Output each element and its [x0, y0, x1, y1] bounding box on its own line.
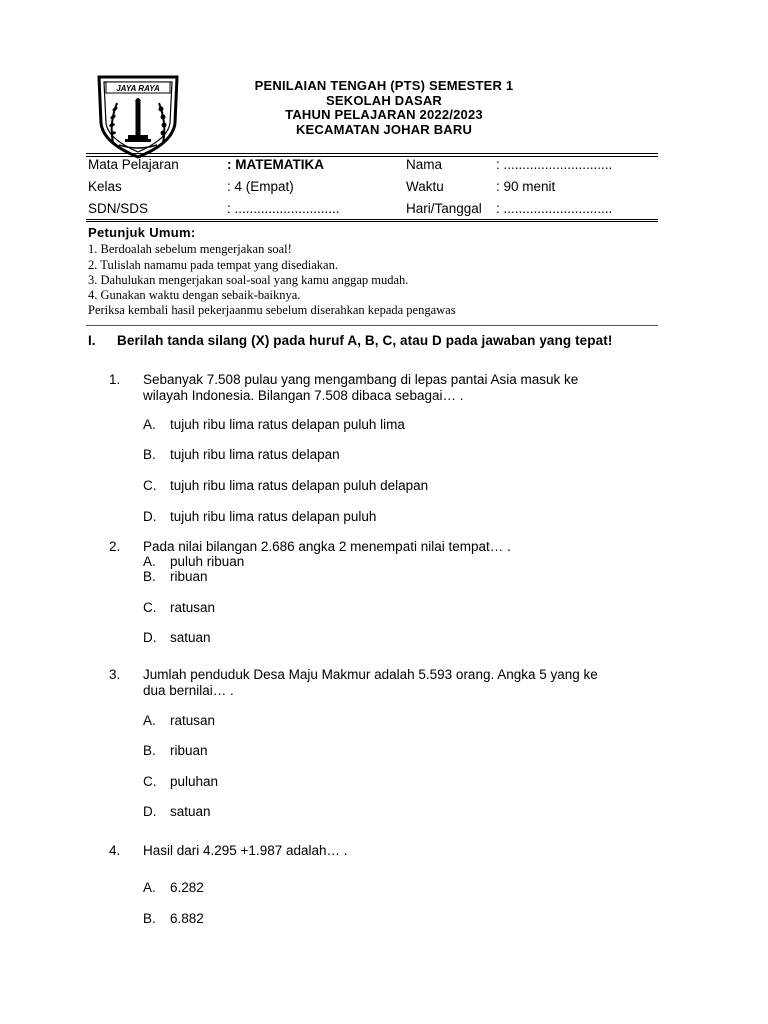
question-number: 1. [109, 372, 121, 387]
question-text-line: Jumlah penduduk Desa Maju Makmur adalah 5.593 orang. Angka 5 yang ke [143, 667, 598, 682]
hari-tanggal-label: Hari/Tanggal [406, 201, 482, 216]
kelas-value: : 4 (Empat) [227, 179, 294, 194]
waktu-label: Waktu [406, 179, 444, 194]
question-number: 4. [109, 843, 121, 858]
option-letter[interactable]: A. [143, 713, 156, 728]
question-text-line: dua bernilai… . [143, 683, 234, 698]
nama-value[interactable]: : ............................. [496, 157, 613, 172]
option-text[interactable]: ribuan [170, 569, 208, 584]
info-rule-bottom [86, 221, 658, 222]
question-text-line: wilayah Indonesia. Bilangan 7.508 dibaca sebagai… . [143, 388, 464, 403]
header-line-2: SEKOLAH DASAR [326, 92, 442, 108]
option-letter[interactable]: B. [143, 911, 156, 926]
nama-label: Nama [406, 157, 443, 172]
option-text[interactable]: ribuan [170, 743, 208, 758]
header-line-1: PENILAIAN TENGAH (PTS) SEMESTER 1 [254, 78, 514, 93]
question-text-line: Pada nilai bilangan 2.686 angka 2 menempati nilai tempat… . [143, 539, 511, 554]
question-number: 2. [109, 539, 121, 554]
option-letter[interactable]: A. [143, 554, 156, 569]
option-text[interactable]: puluh ribuan [170, 554, 245, 569]
option-text[interactable]: satuan [170, 630, 211, 645]
option-text[interactable]: tujuh ribu lima ratus delapan puluh delapan [170, 478, 429, 493]
petunjuk-item: 2. Tulislah namamu pada tempat yang disediakan. [88, 258, 338, 272]
petunjuk-note: Periksa kembali hasil pekerjaanmu sebelum diserahkan kepada pengawas [88, 303, 456, 317]
question-text-line: Sebanyak 7.508 pulau yang mengambang di lepas pantai Asia masuk ke [143, 372, 579, 387]
hari-tanggal-value[interactable]: : ............................. [496, 201, 613, 216]
option-text[interactable]: 6.882 [170, 911, 204, 926]
option-letter[interactable]: B. [143, 569, 156, 584]
petunjuk-item: 4. Gunakan waktu dengan sebaik-baiknya. [88, 288, 301, 302]
option-letter[interactable]: D. [143, 630, 157, 645]
section-instruction: Berilah tanda silang (X) pada huruf A, B, C, atau D pada jawaban yang tepat! [117, 333, 613, 348]
option-letter[interactable]: B. [143, 447, 156, 462]
logo-text: JAYA RAYA [116, 84, 160, 93]
header-title-block [200, 79, 568, 137]
option-text[interactable]: ratusan [170, 713, 216, 728]
option-text[interactable]: tujuh ribu lima ratus delapan [170, 447, 340, 462]
petunjuk-title: Petunjuk Umum: [88, 225, 196, 240]
option-text[interactable]: puluhan [170, 774, 219, 789]
waktu-value: : 90 menit [496, 179, 556, 194]
jaya-raya-logo [95, 73, 181, 159]
option-letter[interactable]: A. [143, 417, 156, 432]
question-text-line: Hasil dari 4.295 +1.987 adalah… . [143, 843, 348, 858]
option-letter[interactable]: C. [143, 600, 157, 615]
petunjuk-item: 1. Berdoalah sebelum mengerjakan soal! [88, 242, 292, 256]
header-line-3: TAHUN PELAJARAN 2022/2023 [285, 107, 483, 122]
mata-pelajaran-label: Mata Pelajaran [88, 157, 179, 172]
mata-pelajaran-value: : MATEMATIKA [227, 157, 324, 172]
sdn-value[interactable]: : ............................ [227, 201, 340, 216]
option-letter[interactable]: D. [143, 804, 157, 819]
option-letter[interactable]: D. [143, 509, 157, 524]
section-number: I. [88, 333, 96, 348]
kelas-label: Kelas [88, 179, 122, 194]
petunjuk-item: 3. Dahulukan mengerjakan soal-soal yang kamu anggap mudah. [88, 273, 409, 287]
option-text[interactable]: tujuh ribu lima ratus delapan puluh lima [170, 417, 405, 432]
option-letter[interactable]: B. [143, 743, 156, 758]
question-number: 3. [109, 667, 121, 682]
option-letter[interactable]: A. [143, 880, 156, 895]
option-letter[interactable]: C. [143, 478, 157, 493]
option-text[interactable]: ratusan [170, 600, 216, 615]
option-text[interactable]: tujuh ribu lima ratus delapan puluh [170, 509, 377, 524]
option-text[interactable]: 6.282 [170, 880, 204, 895]
option-text[interactable]: satuan [170, 804, 211, 819]
info-rule-top [86, 219, 658, 220]
sdn-label: SDN/SDS [88, 201, 149, 216]
option-letter[interactable]: C. [143, 774, 157, 789]
petunjuk-rule [86, 325, 658, 326]
header-line-4: KECAMATAN JOHAR BARU [295, 121, 473, 137]
header-rule-top [86, 153, 658, 154]
